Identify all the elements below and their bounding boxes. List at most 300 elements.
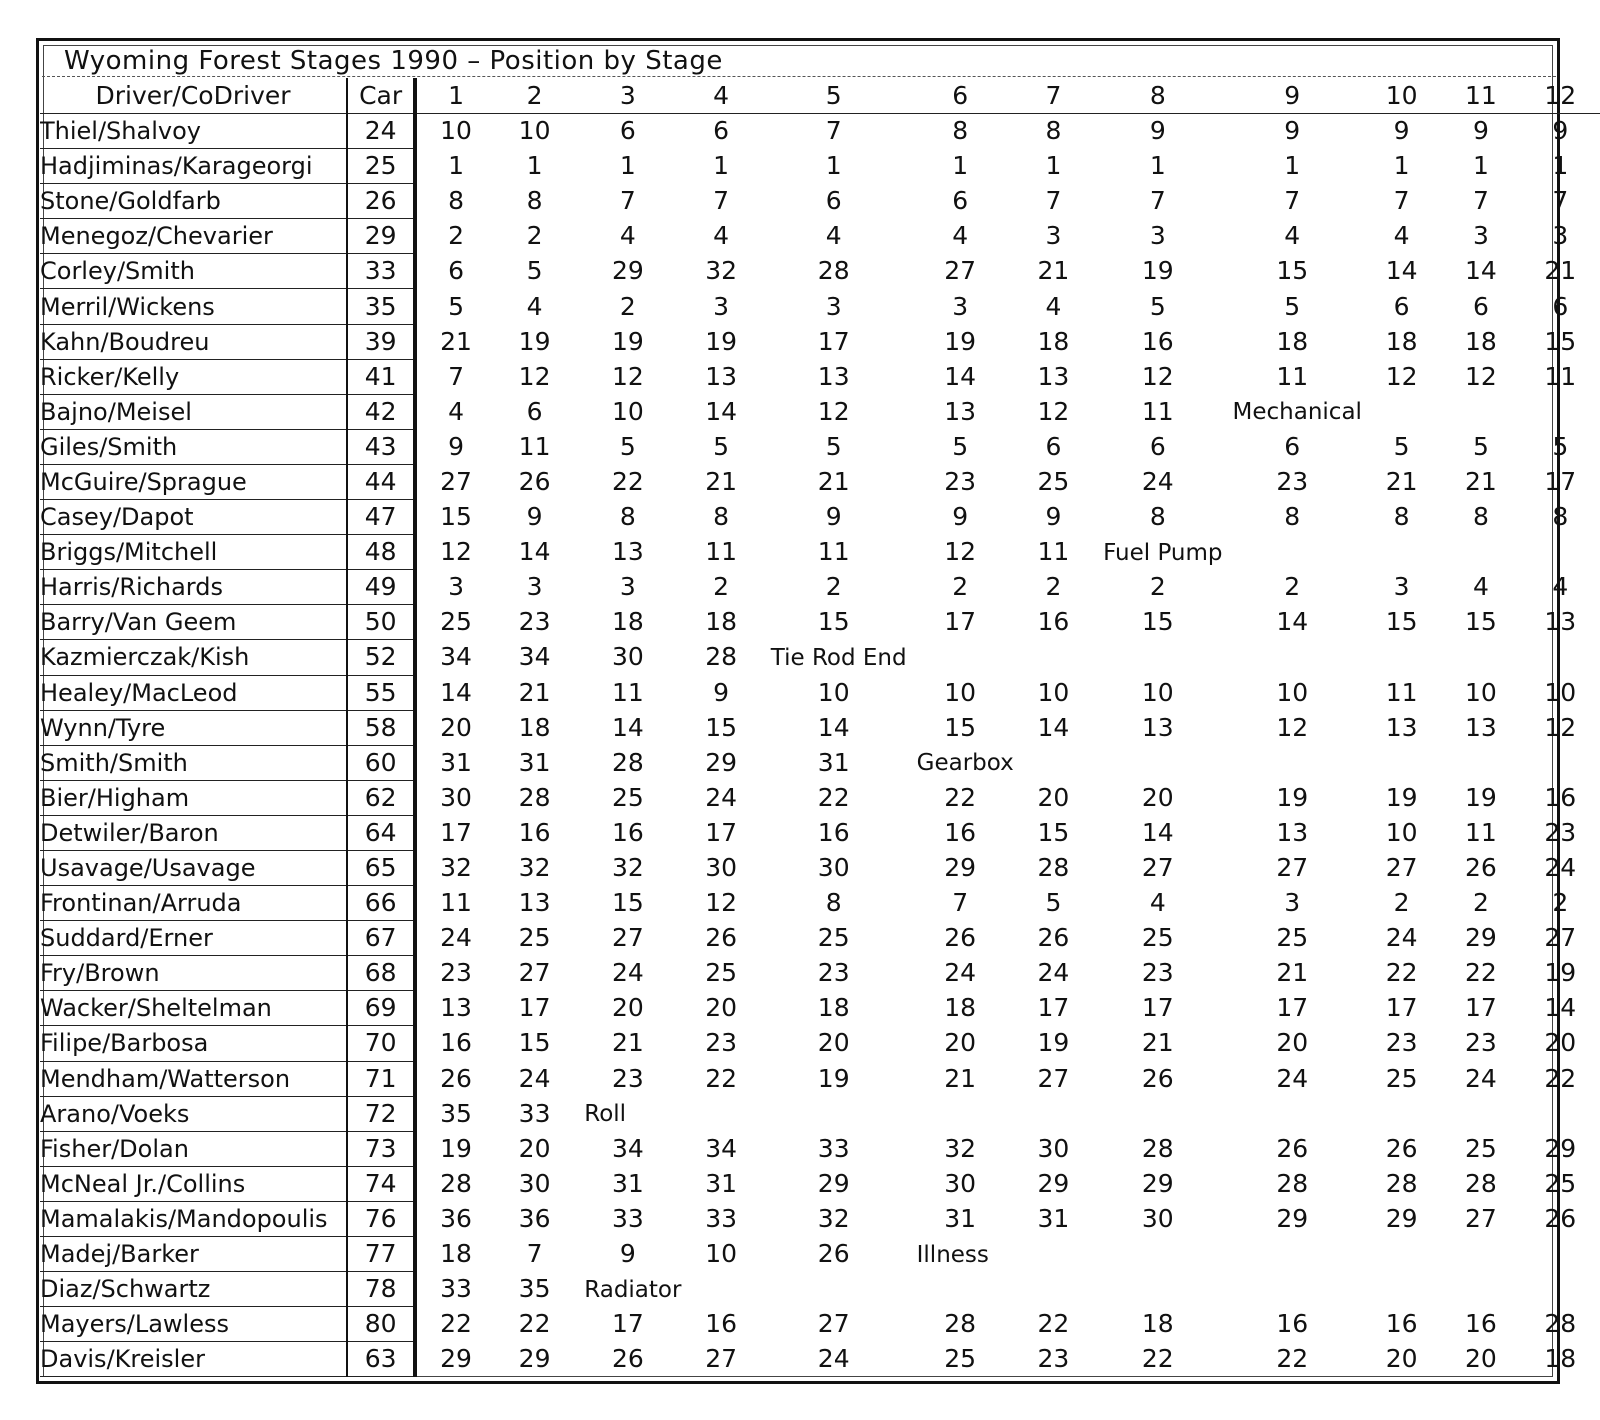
position-cell: 7 (1393, 186, 1410, 216)
position-cell: 27 (1141, 853, 1174, 883)
position-cell: 3 (619, 572, 636, 602)
car-cell: 70 (347, 1026, 415, 1061)
position-cell: 11 (1141, 396, 1174, 426)
car-cell: 77 (347, 1237, 415, 1272)
table-row (40, 921, 1600, 956)
retirement-note (574, 1272, 681, 1307)
position-cell: 7 (448, 361, 464, 391)
position-cell: 28 (1465, 1168, 1497, 1198)
position-cell: 21 (518, 677, 551, 707)
position-cell: 19 (611, 326, 644, 356)
empty-cell (1362, 1237, 1441, 1272)
stage-column-header: 4 (681, 78, 760, 114)
driver-cell: Suddard/Erner (40, 921, 347, 956)
position-cell: 25 (817, 923, 850, 953)
position-cell: 24 (1276, 1063, 1309, 1093)
position-cell: 4 (1472, 572, 1489, 602)
position-cell: 18 (1544, 1344, 1577, 1374)
position-cell: 20 (944, 1028, 977, 1058)
position-cell: 26 (1544, 1203, 1577, 1233)
table-row (40, 1237, 1600, 1272)
position-cell: 32 (518, 853, 551, 883)
position-cell: 12 (1276, 712, 1309, 742)
driver-cell: Kahn/Boudreu (40, 324, 347, 359)
position-cell: 11 (440, 888, 472, 918)
position-cell: 10 (944, 677, 977, 707)
empty-cell (1441, 1237, 1520, 1272)
position-cell: 17 (1037, 993, 1070, 1023)
table-row (40, 850, 1600, 885)
car-cell: 78 (347, 1272, 415, 1307)
position-cell: 26 (440, 1063, 472, 1093)
position-cell: 22 (1037, 1309, 1070, 1339)
retirement-note (761, 640, 907, 675)
position-cell: 25 (1385, 1063, 1418, 1093)
position-cell: 29 (705, 747, 738, 777)
position-cell: 33 (611, 1203, 644, 1233)
position-cell: 10 (1276, 677, 1309, 707)
position-cell: 15 (705, 712, 738, 742)
position-cell: 23 (1141, 958, 1174, 988)
car-cell: 29 (347, 219, 415, 254)
driver-cell: Barry/Van Geem (40, 605, 347, 640)
position-cell: 30 (705, 853, 738, 883)
position-cell: 2 (1149, 572, 1166, 602)
header-row (40, 78, 1600, 114)
position-cell: 14 (1276, 607, 1309, 637)
position-cell: 32 (705, 256, 738, 286)
position-cell: 17 (944, 607, 977, 637)
position-cell: 6 (952, 186, 969, 216)
position-cell: 8 (1393, 502, 1410, 532)
position-cell: 21 (1141, 1028, 1174, 1058)
car-cell: 63 (347, 1342, 415, 1377)
position-cell: 9 (952, 502, 969, 532)
position-cell: 22 (1276, 1344, 1309, 1374)
position-cell: 22 (440, 1309, 472, 1339)
position-cell: 20 (1276, 1028, 1309, 1058)
position-cell: 10 (705, 1239, 738, 1269)
position-cell: 25 (1465, 1133, 1497, 1163)
position-cell: 29 (1141, 1168, 1174, 1198)
position-cell: 7 (619, 186, 636, 216)
retirement-note (907, 1237, 1014, 1272)
empty-cell (1441, 745, 1520, 780)
position-cell: 4 (1284, 221, 1301, 251)
empty-cell (1093, 640, 1222, 675)
position-cell: 31 (944, 1203, 977, 1233)
position-cell: 27 (1037, 1063, 1070, 1093)
stage-column-header: 6 (907, 78, 1014, 114)
table-row (40, 464, 1600, 499)
table-row (40, 1201, 1600, 1236)
position-cell: 11 (1276, 361, 1309, 391)
position-cell: 14 (440, 677, 472, 707)
position-cell: 11 (1385, 677, 1418, 707)
position-cell: 23 (1037, 1344, 1070, 1374)
position-cell: 5 (1472, 431, 1489, 461)
table-row (40, 184, 1600, 219)
position-cell: 26 (611, 1344, 644, 1374)
position-cell: 11 (1465, 817, 1497, 847)
position-cell: 3 (448, 572, 464, 602)
driver-cell: Usavage/Usavage (40, 850, 347, 885)
position-cell: 19 (1544, 958, 1577, 988)
car-cell: 69 (347, 991, 415, 1026)
position-cell: 15 (1544, 326, 1577, 356)
position-cell: 13 (944, 396, 977, 426)
car-cell: 73 (347, 1131, 415, 1166)
position-cell: 11 (1544, 361, 1577, 391)
position-cell: 6 (713, 116, 730, 146)
retirement-reason: Fuel Pump (1103, 539, 1223, 566)
position-cell: 9 (825, 502, 842, 532)
position-cell: 27 (440, 466, 472, 496)
empty-cell (1362, 1096, 1441, 1131)
table-row (40, 1272, 1600, 1307)
position-cell: 13 (1276, 817, 1309, 847)
position-cell: 33 (518, 1098, 551, 1128)
position-cell: 5 (1393, 431, 1410, 461)
position-cell: 21 (817, 466, 850, 496)
position-cell: 6 (1284, 431, 1301, 461)
position-cell: 23 (944, 466, 977, 496)
position-cell: 1 (1393, 151, 1410, 181)
stage-column-header: 11 (1441, 78, 1520, 114)
driver-cell: Giles/Smith (40, 429, 347, 464)
position-cell: 7 (1045, 186, 1062, 216)
driver-cell: Merril/Wickens (40, 289, 347, 324)
position-cell: 3 (952, 291, 969, 321)
position-cell: 23 (1544, 817, 1577, 847)
empty-cell (1093, 1272, 1222, 1307)
position-cell: 22 (1141, 1344, 1174, 1374)
position-cell: 17 (518, 993, 551, 1023)
table-row (40, 710, 1600, 745)
position-cell: 10 (518, 116, 551, 146)
position-cell: 26 (1276, 1133, 1309, 1163)
driver-cell: Wacker/Sheltelman (40, 991, 347, 1026)
driver-cell: Fisher/Dolan (40, 1131, 347, 1166)
stage-column-header: 7 (1014, 78, 1093, 114)
position-cell: 31 (611, 1168, 644, 1198)
position-cell: 8 (1552, 502, 1569, 532)
car-cell: 41 (347, 359, 415, 394)
position-cell: 28 (611, 747, 644, 777)
car-cell: 47 (347, 500, 415, 535)
empty-cell (1521, 745, 1600, 780)
position-cell: 3 (1472, 221, 1489, 251)
position-cell: 1 (825, 151, 842, 181)
driver-cell: Kazmierczak/Kish (40, 640, 347, 675)
empty-cell (1362, 640, 1441, 675)
position-cell: 8 (713, 502, 730, 532)
car-cell: 74 (347, 1166, 415, 1201)
table-row (40, 149, 1600, 184)
retirement-note (907, 745, 1014, 780)
position-cell: 16 (944, 817, 977, 847)
position-cell: 27 (1544, 923, 1577, 953)
position-cell: 13 (817, 361, 850, 391)
table-row (40, 745, 1600, 780)
position-cell: 9 (619, 1239, 636, 1269)
position-cell: 6 (1045, 431, 1062, 461)
car-cell: 62 (347, 780, 415, 815)
empty-cell (1521, 640, 1600, 675)
position-cell: 24 (1141, 466, 1174, 496)
position-cell: 30 (817, 853, 850, 883)
car-cell: 49 (347, 570, 415, 605)
table-row (40, 1166, 1600, 1201)
position-cell: 13 (611, 537, 644, 567)
position-cell: 16 (1544, 782, 1577, 812)
position-cell: 13 (1141, 712, 1174, 742)
position-cell: 2 (526, 221, 543, 251)
position-cell: 14 (705, 396, 738, 426)
position-cell: 6 (1149, 431, 1166, 461)
position-cell: 35 (440, 1098, 472, 1128)
position-cell: 24 (1385, 923, 1418, 953)
position-cell: 13 (1544, 607, 1577, 637)
position-cell: 4 (1045, 291, 1062, 321)
empty-cell (1014, 1272, 1093, 1307)
position-cell: 2 (1472, 888, 1489, 918)
title-divider (42, 76, 1556, 77)
position-cell: 8 (825, 888, 842, 918)
empty-cell (907, 1272, 1014, 1307)
position-cell: 9 (448, 431, 464, 461)
position-cell: 18 (1141, 1309, 1174, 1339)
position-cell: 31 (518, 747, 551, 777)
driver-cell: Stone/Goldfarb (40, 184, 347, 219)
position-cell: 16 (1465, 1309, 1497, 1339)
empty-cell (1362, 1272, 1441, 1307)
car-cell: 72 (347, 1096, 415, 1131)
position-cell: 32 (611, 853, 644, 883)
position-cell: 34 (518, 642, 551, 672)
position-cell: 26 (1465, 853, 1497, 883)
empty-cell (1441, 1272, 1520, 1307)
position-cell: 6 (825, 186, 842, 216)
position-cell: 12 (1141, 361, 1174, 391)
position-cell: 21 (1465, 466, 1497, 496)
position-cell: 11 (611, 677, 644, 707)
position-cell: 6 (526, 396, 543, 426)
stage-column-header: 8 (1093, 78, 1222, 114)
position-cell: 32 (944, 1133, 977, 1163)
position-cell: 23 (1465, 1028, 1497, 1058)
driver-cell: Corley/Smith (40, 254, 347, 289)
retirement-reason: Tie Rod End (770, 644, 907, 671)
position-cell: 3 (1045, 221, 1062, 251)
empty-cell (761, 1096, 907, 1131)
position-cell: 7 (952, 888, 969, 918)
position-cell: 28 (1141, 1133, 1174, 1163)
table-row (40, 605, 1600, 640)
retirement-note (574, 1096, 681, 1131)
driver-cell: McGuire/Sprague (40, 464, 347, 499)
car-cell: 50 (347, 605, 415, 640)
position-cell: 29 (611, 256, 644, 286)
retirement-reason: Illness (916, 1241, 989, 1268)
position-cell: 1 (526, 151, 543, 181)
driver-cell: Madej/Barker (40, 1237, 347, 1272)
position-cell: 25 (440, 607, 472, 637)
position-cell: 36 (518, 1203, 551, 1233)
position-cell: 2 (619, 291, 636, 321)
position-cell: 19 (440, 1133, 472, 1163)
position-cell: 16 (611, 817, 644, 847)
position-cell: 23 (611, 1063, 644, 1093)
position-cell: 17 (1465, 993, 1497, 1023)
position-cell: 21 (944, 1063, 977, 1093)
position-cell: 34 (705, 1133, 738, 1163)
position-cell: 12 (1037, 396, 1070, 426)
table-row (40, 394, 1600, 429)
empty-cell (1014, 640, 1093, 675)
position-cell: 6 (1552, 291, 1569, 321)
position-cell: 13 (1385, 712, 1418, 742)
position-cell: 15 (611, 888, 644, 918)
car-cell: 24 (347, 114, 415, 149)
position-cell: 23 (1385, 1028, 1418, 1058)
position-cell: 4 (619, 221, 636, 251)
position-cell: 21 (1385, 466, 1418, 496)
position-cell: 3 (713, 291, 730, 321)
position-cell: 18 (1385, 326, 1418, 356)
position-cell: 7 (1552, 186, 1569, 216)
car-cell: 67 (347, 921, 415, 956)
position-cell: 26 (817, 1239, 850, 1269)
driver-cell: Hadjiminas/Karageorgi (40, 149, 347, 184)
position-cell: 10 (817, 677, 850, 707)
position-cell: 22 (1385, 958, 1418, 988)
position-cell: 18 (944, 993, 977, 1023)
table-row (40, 219, 1600, 254)
position-cell: 17 (1141, 993, 1174, 1023)
driver-cell: Casey/Dapot (40, 500, 347, 535)
position-cell: 6 (619, 116, 636, 146)
position-cell: 32 (817, 1203, 850, 1233)
position-cell: 3 (1149, 221, 1166, 251)
table-row (40, 815, 1600, 850)
position-cell: 1 (713, 151, 730, 181)
driver-cell: Filipe/Barbosa (40, 1026, 347, 1061)
empty-cell (1521, 1096, 1600, 1131)
empty-cell (1223, 535, 1362, 570)
empty-cell (1362, 394, 1441, 429)
position-cell: 3 (1393, 572, 1410, 602)
position-cell: 20 (440, 712, 472, 742)
position-cell: 19 (1465, 782, 1497, 812)
position-cell: 9 (526, 502, 543, 532)
position-cell: 12 (817, 396, 850, 426)
empty-cell (681, 1272, 760, 1307)
empty-cell (1223, 1237, 1362, 1272)
position-cell: 5 (1149, 291, 1166, 321)
position-cell: 15 (1141, 607, 1174, 637)
position-cell: 32 (440, 853, 472, 883)
driver-cell: Harris/Richards (40, 570, 347, 605)
position-cell: 9 (1045, 502, 1062, 532)
position-cell: 30 (1037, 1133, 1070, 1163)
position-cell: 33 (705, 1203, 738, 1233)
position-cell: 2 (1393, 888, 1410, 918)
position-cell: 1 (1472, 151, 1489, 181)
position-cell: 17 (1385, 993, 1418, 1023)
car-column-header: Car (347, 78, 415, 114)
position-cell: 2 (448, 221, 464, 251)
position-cell: 15 (1037, 817, 1070, 847)
car-cell: 65 (347, 850, 415, 885)
position-cell: 13 (705, 361, 738, 391)
table-row (40, 780, 1600, 815)
position-cell: 22 (705, 1063, 738, 1093)
position-cell: 9 (1393, 116, 1410, 146)
empty-cell (1014, 1237, 1093, 1272)
position-cell: 12 (1385, 361, 1418, 391)
driver-cell: Fry/Brown (40, 956, 347, 991)
position-cell: 30 (1141, 1203, 1174, 1233)
car-cell: 68 (347, 956, 415, 991)
position-cell: 5 (526, 256, 543, 286)
position-cell: 8 (1284, 502, 1301, 532)
position-cell: 11 (817, 537, 850, 567)
table-row (40, 991, 1600, 1026)
table-row (40, 1026, 1600, 1061)
position-cell: 33 (817, 1133, 850, 1163)
car-cell: 58 (347, 710, 415, 745)
position-cell: 26 (1037, 923, 1070, 953)
driver-cell: Diaz/Schwartz (40, 1272, 347, 1307)
table-row (40, 1131, 1600, 1166)
car-cell: 64 (347, 815, 415, 850)
position-cell: 16 (817, 817, 850, 847)
position-cell: 36 (440, 1203, 472, 1233)
position-cell: 2 (1284, 572, 1301, 602)
retirement-reason: Roll (584, 1101, 627, 1128)
position-cell: 10 (611, 396, 644, 426)
position-cell: 24 (1544, 853, 1577, 883)
table-row (40, 1307, 1600, 1342)
position-cell: 18 (440, 1239, 472, 1269)
position-cell: 30 (611, 642, 644, 672)
position-cell: 17 (705, 817, 738, 847)
position-cell: 22 (518, 1309, 551, 1339)
position-cell: 29 (1037, 1168, 1070, 1198)
position-cell: 27 (611, 923, 644, 953)
position-cell: 11 (1037, 537, 1070, 567)
position-cell: 16 (440, 1028, 472, 1058)
position-cell: 26 (518, 466, 551, 496)
position-cell: 16 (1385, 1309, 1418, 1339)
position-cell: 30 (440, 782, 472, 812)
driver-cell: Wynn/Tyre (40, 710, 347, 745)
position-cell: 24 (1465, 1063, 1497, 1093)
position-cell: 23 (817, 958, 850, 988)
position-cell: 5 (825, 431, 842, 461)
position-cell: 21 (611, 1028, 644, 1058)
position-cell: 28 (1037, 853, 1070, 883)
position-cell: 4 (825, 221, 842, 251)
position-cell: 12 (1465, 361, 1497, 391)
car-cell: 80 (347, 1307, 415, 1342)
position-cell: 22 (817, 782, 850, 812)
position-cell: 7 (526, 1239, 543, 1269)
position-cell: 25 (705, 958, 738, 988)
position-cell: 11 (705, 537, 738, 567)
position-cell: 15 (944, 712, 977, 742)
